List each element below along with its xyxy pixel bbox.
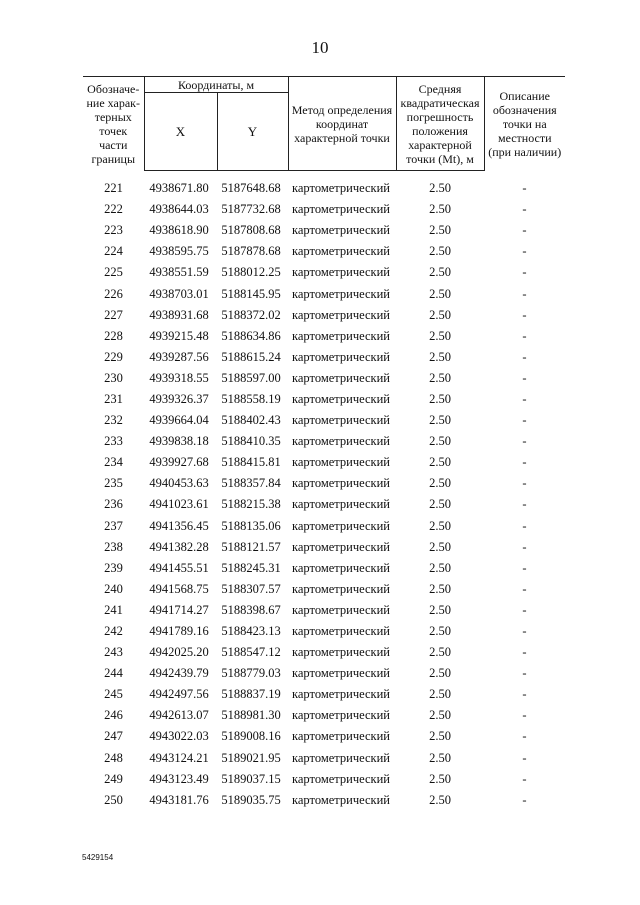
cell-num: 237 [104,518,123,533]
cell-x: 4942439.79 [149,666,209,681]
table-row [83,663,565,684]
cell-num: 228 [104,328,123,343]
page-number: 10 [311,38,329,57]
cell-method: картометрический [292,434,390,449]
cell-error: 2.50 [429,244,451,259]
cell-x: 4943124.21 [149,750,209,765]
cell-method: картометрический [292,602,390,617]
cell-method: картометрический [292,645,390,660]
cell-x: 4939838.18 [149,434,209,449]
cell-error: 2.50 [429,349,451,364]
cell-num: 223 [104,223,123,238]
cell-error: 2.50 [429,181,451,196]
header-x: X [144,93,217,171]
cell-x: 4941568.75 [149,581,209,596]
cell-num: 244 [104,666,123,681]
cell-num: 246 [104,708,123,723]
cell-error: 2.50 [429,391,451,406]
cell-error: 2.50 [429,602,451,617]
table-row [83,305,565,326]
cell-y: 5189037.15 [221,771,281,786]
cell-method: картометрический [292,181,390,196]
table-row [83,621,565,642]
cell-error: 2.50 [429,729,451,744]
cell-desc: - [522,476,527,491]
cell-error: 2.50 [429,413,451,428]
cell-y: 5187648.68 [221,181,281,196]
cell-error: 2.50 [429,581,451,596]
table-row [83,726,565,747]
table-header [83,76,565,171]
cell-x: 4939215.48 [149,328,209,343]
cell-num: 240 [104,581,123,596]
cell-method: картометрический [292,349,390,364]
cell-desc: - [522,181,527,196]
table-row [83,241,565,262]
cell-error: 2.50 [429,434,451,449]
cell-y: 5188981.30 [221,708,281,723]
table-row [83,368,565,389]
cell-y: 5188547.12 [221,645,281,660]
table-row [83,347,565,368]
cell-x: 4939326.37 [149,391,209,406]
table-row [83,431,565,452]
table-row [83,705,565,726]
cell-y: 5188615.24 [221,349,281,364]
cell-x: 4941714.27 [149,602,209,617]
cell-error: 2.50 [429,223,451,238]
table-row [83,199,565,220]
table-row [83,769,565,790]
cell-method: картометрический [292,476,390,491]
cell-x: 4941382.28 [149,539,209,554]
cell-y: 5188423.13 [221,624,281,639]
cell-x: 4941023.61 [149,497,209,512]
cell-y: 5188634.86 [221,328,281,343]
cell-method: картометрический [292,518,390,533]
cell-num: 227 [104,307,123,322]
table-row [83,283,565,304]
cell-y: 5188398.67 [221,602,281,617]
cell-x: 4939664.04 [149,413,209,428]
cell-num: 241 [104,602,123,617]
cell-x: 4941789.16 [149,624,209,639]
table-row [83,326,565,347]
cell-desc: - [522,792,527,807]
cell-method: картометрический [292,307,390,322]
cell-desc: - [522,286,527,301]
cell-y: 5188415.81 [221,455,281,470]
cell-method: картометрический [292,708,390,723]
cell-y: 5188357.84 [221,476,281,491]
cell-num: 250 [104,792,123,807]
cell-desc: - [522,307,527,322]
cell-num: 235 [104,476,123,491]
cell-desc: - [522,666,527,681]
cell-x: 4943181.76 [149,792,209,807]
cell-method: картометрический [292,391,390,406]
cell-num: 230 [104,370,123,385]
cell-x: 4942497.56 [149,687,209,702]
cell-method: картометрический [292,687,390,702]
cell-desc: - [522,750,527,765]
cell-error: 2.50 [429,539,451,554]
table-row [83,579,565,600]
cell-desc: - [522,771,527,786]
table-row [83,473,565,494]
cell-desc: - [522,729,527,744]
table-row [83,600,565,621]
cell-y: 5188121.57 [221,539,281,554]
cell-error: 2.50 [429,645,451,660]
table-row [83,558,565,579]
cell-error: 2.50 [429,687,451,702]
cell-method: картометрический [292,666,390,681]
cell-method: картометрический [292,413,390,428]
table-row [83,410,565,431]
table-row [83,452,565,473]
cell-x: 4938931.68 [149,307,209,322]
cell-y: 5189008.16 [221,729,281,744]
cell-method: картометрический [292,455,390,470]
cell-y: 5188558.19 [221,391,281,406]
cell-y: 5188410.35 [221,434,281,449]
table-row [83,684,565,705]
cell-num: 249 [104,771,123,786]
document-code: 5429154 [82,853,114,862]
cell-y: 5188012.25 [221,265,281,280]
cell-desc: - [522,687,527,702]
cell-desc: - [522,349,527,364]
cell-desc: - [522,202,527,217]
cell-num: 225 [104,265,123,280]
header-designation: Обозначе-ние харак-терных точек части границы [83,77,144,171]
cell-y: 5187808.68 [221,223,281,238]
cell-num: 242 [104,624,123,639]
cell-y: 5189035.75 [221,792,281,807]
cell-desc: - [522,497,527,512]
cell-num: 243 [104,645,123,660]
cell-error: 2.50 [429,307,451,322]
cell-desc: - [522,645,527,660]
cell-y: 5188597.00 [221,370,281,385]
cell-x: 4938618.90 [149,223,209,238]
cell-x: 4943022.03 [149,729,209,744]
header-error: Средняя квадратическая погрешность положения характерной точки (Mt), м [396,77,484,171]
cell-num: 231 [104,391,123,406]
cell-x: 4940453.63 [149,476,209,491]
cell-num: 226 [104,286,123,301]
cell-desc: - [522,539,527,554]
cell-num: 247 [104,729,123,744]
cell-y: 5188215.38 [221,497,281,512]
cell-x: 4938595.75 [149,244,209,259]
table-row [83,790,565,811]
cell-error: 2.50 [429,370,451,385]
table-row [83,642,565,663]
cell-error: 2.50 [429,666,451,681]
header-method: Метод определения координат характерной точки [288,77,396,171]
cell-x: 4943123.49 [149,771,209,786]
table-row [83,262,565,283]
cell-method: картометрический [292,750,390,765]
cell-y: 5188145.95 [221,286,281,301]
cell-x: 4939318.55 [149,370,209,385]
cell-error: 2.50 [429,265,451,280]
cell-method: картометрический [292,328,390,343]
cell-num: 239 [104,560,123,575]
cell-error: 2.50 [429,750,451,765]
cell-desc: - [522,244,527,259]
cell-error: 2.50 [429,286,451,301]
cell-num: 233 [104,434,123,449]
header-y: Y [217,93,288,171]
cell-error: 2.50 [429,792,451,807]
cell-num: 229 [104,349,123,364]
cell-y: 5187732.68 [221,202,281,217]
cell-x: 4938703.01 [149,286,209,301]
cell-desc: - [522,602,527,617]
cell-y: 5188135.06 [221,518,281,533]
cell-error: 2.50 [429,497,451,512]
cell-method: картометрический [292,265,390,280]
cell-x: 4942613.07 [149,708,209,723]
cell-error: 2.50 [429,328,451,343]
cell-y: 5188779.03 [221,666,281,681]
cell-x: 4942025.20 [149,645,209,660]
cell-y: 5188372.02 [221,307,281,322]
cell-x: 4939927.68 [149,455,209,470]
table-row [83,748,565,769]
table-row [83,178,565,199]
cell-error: 2.50 [429,202,451,217]
cell-desc: - [522,391,527,406]
table-row [83,494,565,515]
cell-num: 224 [104,244,123,259]
cell-desc: - [522,265,527,280]
cell-method: картометрический [292,771,390,786]
cell-desc: - [522,455,527,470]
cell-error: 2.50 [429,455,451,470]
cell-x: 4938644.03 [149,202,209,217]
cell-error: 2.50 [429,624,451,639]
cell-desc: - [522,708,527,723]
cell-num: 245 [104,687,123,702]
table-row [83,220,565,241]
header-coordinates: Координаты, м [144,77,288,93]
cell-method: картометрический [292,792,390,807]
cell-num: 232 [104,413,123,428]
cell-x: 4941455.51 [149,560,209,575]
cell-desc: - [522,434,527,449]
cell-num: 234 [104,455,123,470]
cell-method: картометрический [292,286,390,301]
cell-method: картометрический [292,539,390,554]
coordinates-table [83,178,565,811]
cell-method: картометрический [292,729,390,744]
header-description: Описание обозначения точки на местности (при наличии) [484,77,565,171]
cell-method: картометрический [292,624,390,639]
cell-method: картометрический [292,497,390,512]
cell-error: 2.50 [429,560,451,575]
cell-method: картометрический [292,223,390,238]
cell-desc: - [522,328,527,343]
cell-method: картометрический [292,370,390,385]
cell-y: 5188245.31 [221,560,281,575]
table-row [83,537,565,558]
cell-desc: - [522,518,527,533]
cell-y: 5188307.57 [221,581,281,596]
cell-num: 238 [104,539,123,554]
cell-method: картометрический [292,244,390,259]
cell-desc: - [522,223,527,238]
cell-x: 4939287.56 [149,349,209,364]
cell-x: 4938671.80 [149,181,209,196]
cell-method: картометрический [292,560,390,575]
cell-error: 2.50 [429,708,451,723]
cell-error: 2.50 [429,476,451,491]
cell-x: 4941356.45 [149,518,209,533]
cell-desc: - [522,413,527,428]
table-body [83,178,565,811]
cell-desc: - [522,624,527,639]
table-row [83,389,565,410]
cell-num: 248 [104,750,123,765]
cell-desc: - [522,581,527,596]
table-row [83,516,565,537]
cell-desc: - [522,370,527,385]
cell-num: 221 [104,181,123,196]
cell-x: 4938551.59 [149,265,209,280]
cell-error: 2.50 [429,518,451,533]
cell-y: 5188402.43 [221,413,281,428]
cell-y: 5187878.68 [221,244,281,259]
cell-y: 5188837.19 [221,687,281,702]
cell-method: картометрический [292,202,390,217]
cell-y: 5189021.95 [221,750,281,765]
cell-num: 236 [104,497,123,512]
cell-num: 222 [104,202,123,217]
cell-desc: - [522,560,527,575]
cell-error: 2.50 [429,771,451,786]
cell-method: картометрический [292,581,390,596]
